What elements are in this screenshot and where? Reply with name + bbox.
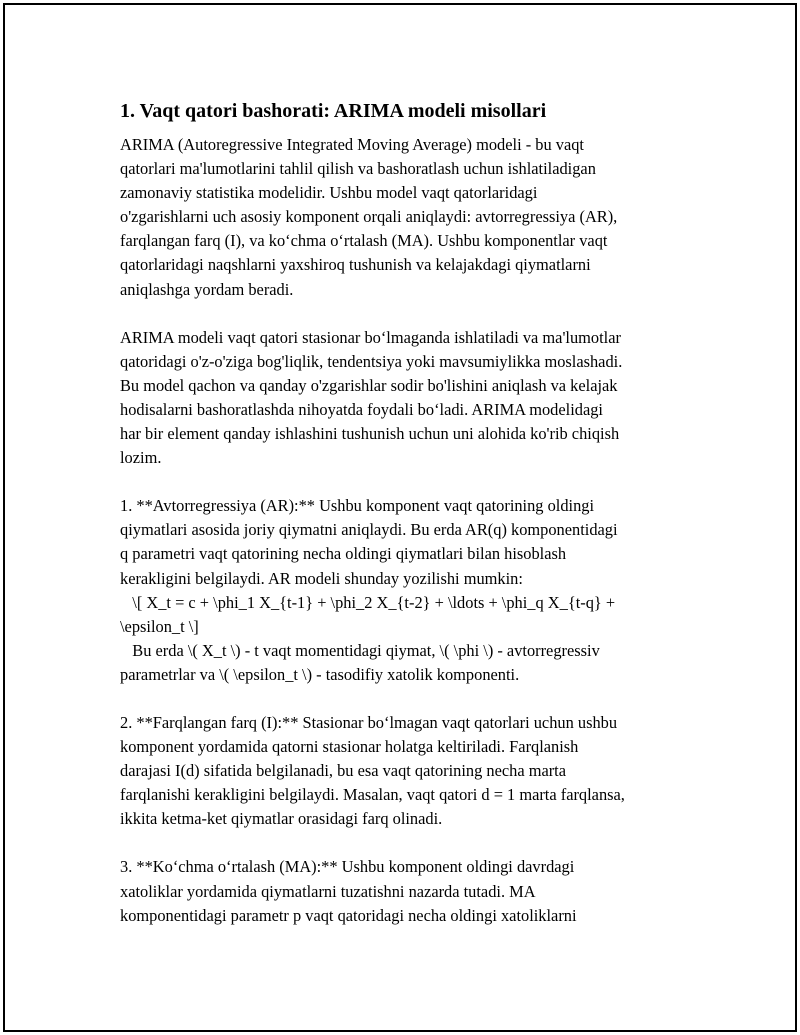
- text-line: qatorlaridagi naqshlarni yaxshiroq tushunish va kelajakdagi qiymatlarni: [120, 255, 591, 275]
- document-title: 1. Vaqt qatori bashorati: ARIMA modeli misollari: [120, 100, 547, 122]
- text-line: lozim.: [120, 448, 162, 468]
- text-line: ARIMA (Autoregressive Integrated Moving Average) modeli - bu vaqt: [120, 135, 584, 154]
- text-line: o'zgarishlarni uch asosiy komponent orqali aniqlaydi: avtorregressiya (AR),: [120, 207, 618, 227]
- text-line: \[ X_t = c + \phi_1 X_{t-1} + \phi_2 X_{t-2} + \ldots + \phi_q X_{t-q} +: [120, 592, 616, 612]
- text-line: aniqlashga yordam beradi.: [120, 279, 294, 299]
- text-line: Bu model qachon va qanday o'zgarishlar sodir bo'lishini aniqlash va kelajak: [120, 375, 618, 395]
- page-frame: [3, 3, 797, 1032]
- text-line: farqlanishi kerakligini belgilaydi. Masalan, vaqt qatori d = 1 marta farqlansa,: [120, 785, 625, 805]
- paragraph: [120, 711, 705, 831]
- text-line: xatoliklar yordamida qiymatlarni tuzatishni nazarda tutadi. MA: [120, 881, 536, 901]
- paragraph: [120, 326, 705, 471]
- text-line: 2. **Farqlangan farq (I):** Stasionar bo‘lmagan vaqt qatorlari uchun ushbu: [120, 712, 618, 732]
- text-line: 3. **Ko‘chma o‘rtalash (MA):** Ushbu komponent oldingi davrdagi: [120, 857, 575, 877]
- paragraph: [120, 494, 705, 687]
- text-line: qatorlari ma'lumotlarini tahlil qilish va bashoratlash uchun ishlatiladigan: [120, 159, 596, 179]
- document-body: [120, 97, 705, 952]
- text-line: \epsilon_t \]: [120, 616, 199, 636]
- text-line: komponent yordamida qatorni stasionar holatga keltiriladi. Farqlanish: [120, 737, 579, 757]
- text-line: parametrlar va \( \epsilon_t \) - tasodifiy xatolik komponenti.: [120, 664, 520, 684]
- text-line: q parametri vaqt qatorining necha oldingi qiymatlari bilan hisoblash: [120, 544, 567, 564]
- text-line: Bu erda \( X_t \) - t vaqt momentidagi qiymat, \( \phi \) - avtorregressiv: [120, 640, 600, 660]
- text-line: har bir element qanday ishlashini tushunish uchun uni alohida ko'rib chiqish: [120, 424, 620, 444]
- paragraph: [120, 855, 705, 927]
- text-line: qiymatlari asosida joriy qiymatni aniqlaydi. Bu erda AR(q) komponentidagi: [120, 520, 618, 540]
- text-line: zamonaviy statistika modelidir. Ushbu model vaqt qatorlaridagi: [120, 183, 538, 203]
- text-line: qatoridagi o'z-o'ziga bog'liqlik, tendentsiya yoki mavsumiylikka moslashadi.: [120, 351, 623, 371]
- text-line: 1. **Avtorregressiya (AR):** Ushbu komponent vaqt qatorining oldingi: [120, 496, 595, 516]
- text-line: kerakligini belgilaydi. AR modeli shunday yozilishi mumkin:: [120, 568, 523, 588]
- text-line: hodisalarni bashoratlashda nihoyatda foydali bo‘ladi. ARIMA modelidagi: [120, 399, 603, 419]
- paragraph: [120, 133, 705, 302]
- text-line: farqlangan farq (I), va ko‘chma o‘rtalash (MA). Ushbu komponentlar vaqt: [120, 231, 608, 251]
- text-line: komponentidagi parametr p vaqt qatoridagi necha oldingi xatoliklarni: [120, 905, 577, 925]
- text-line: darajasi I(d) sifatida belgilanadi, bu esa vaqt qatorining necha marta: [120, 761, 567, 781]
- paragraph-list: [120, 133, 705, 928]
- text-line: ARIMA modeli vaqt qatori stasionar bo‘lmaganda ishlatiladi va ma'lumotlar: [120, 327, 621, 347]
- text-line: ikkita ketma-ket qiymatlar orasidagi farq olinadi.: [120, 809, 443, 829]
